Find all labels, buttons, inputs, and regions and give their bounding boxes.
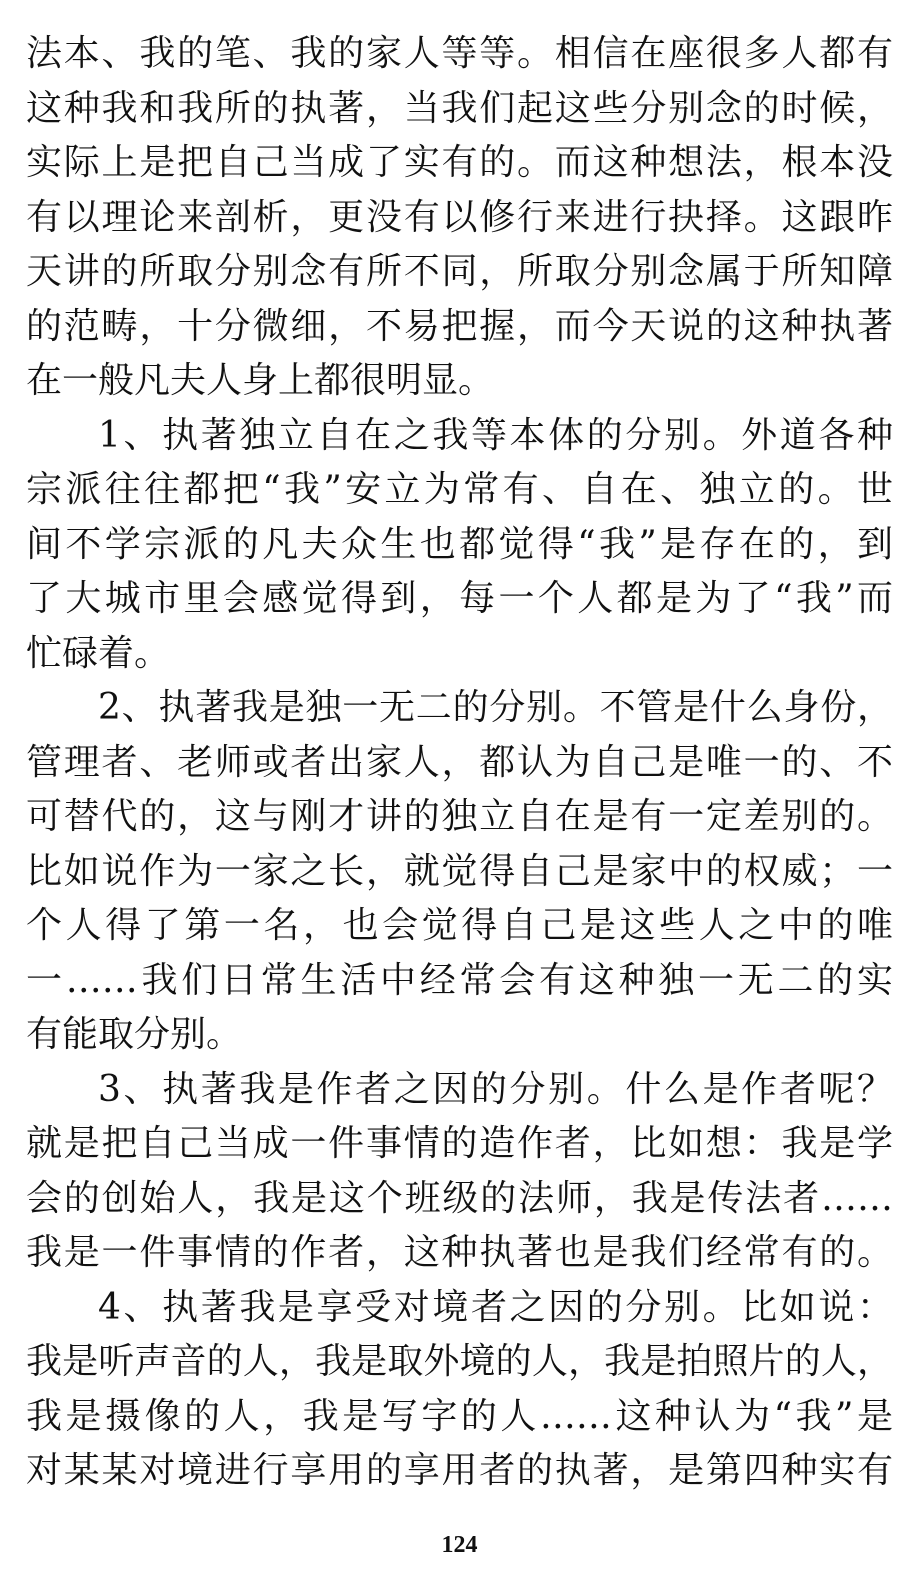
text-line: 的范畴，十分微细，不易把握，而今天说的这种执著 <box>26 305 893 347</box>
text-line: 2、执著我是独一无二的分别。不管是什么身份， <box>98 687 893 728</box>
text-line: 就是把自己当成一件事情的造作者，比如想：我是学 <box>26 1123 893 1164</box>
paragraph <box>26 1063 893 1281</box>
text-line: 有能取分别。 <box>26 1014 243 1055</box>
text-line: 管理者、老师或者出家人，都认为自己是唯一的、不 <box>26 741 893 783</box>
text-line: 比如说作为一家之长，就觉得自己是家中的权威；一 <box>26 850 893 892</box>
text-line: 宗派往往都把“我”安立为常有、自在、独立的。世 <box>26 469 893 510</box>
text-line: 会的创始人，我是这个班级的法师，我是传法者…… <box>26 1177 893 1219</box>
text-line: 3、执著我是作者之因的分别。什么是作者呢？ <box>98 1068 893 1110</box>
paragraph <box>26 409 893 682</box>
text-line: 1、执著独立自在之我等本体的分别。外道各种 <box>98 414 893 456</box>
paragraph <box>26 681 893 1063</box>
text-line: 可替代的，这与刚才讲的独立自在是有一定差别的。 <box>26 796 893 837</box>
text-line: 个人得了第一名，也会觉得自己是这些人之中的唯 <box>26 905 893 946</box>
text-line: 我是一件事情的作者，这种执著也是我们经常有的。 <box>26 1232 893 1273</box>
paragraph <box>26 1281 893 1499</box>
text-line: 了大城市里会感觉得到，每一个人都是为了“我”而 <box>26 578 893 619</box>
text-line: 我是摄像的人，我是写字的人……这种认为“我”是 <box>26 1395 893 1437</box>
paragraph <box>26 27 893 409</box>
text-line: 天讲的所取分别念有所不同，所取分别念属于所知障 <box>26 251 893 292</box>
text-line: 对某某对境进行享用的享用者的执著，是第四种实有 <box>26 1450 893 1491</box>
text-line: 我是听声音的人，我是取外境的人，我是拍照片的人， <box>26 1341 893 1382</box>
text-line: 有以理论来剖析，更没有以修行来进行抉择。这跟昨 <box>26 196 893 238</box>
text-line: 间不学宗派的凡夫众生也都觉得“我”是存在的，到 <box>26 523 893 565</box>
page-number: 124 <box>441 1532 478 1558</box>
text-line: 4、执著我是享受对境者之因的分别。比如说： <box>98 1286 893 1328</box>
text-line: 忙碌着。 <box>26 632 171 674</box>
text-line: 在一般凡夫人身上都很明显。 <box>26 360 495 401</box>
text-line: 一……我们日常生活中经常会有这种独一无二的实 <box>26 959 893 1001</box>
text-line: 这种我和我所的执著，当我们起这些分别念的时候， <box>26 87 893 129</box>
text-line: 实际上是把自己当成了实有的。而这种想法，根本没 <box>26 142 893 183</box>
text-line: 法本、我的笔、我的家人等等。相信在座很多人都有 <box>26 33 893 74</box>
body-text <box>26 27 893 1499</box>
